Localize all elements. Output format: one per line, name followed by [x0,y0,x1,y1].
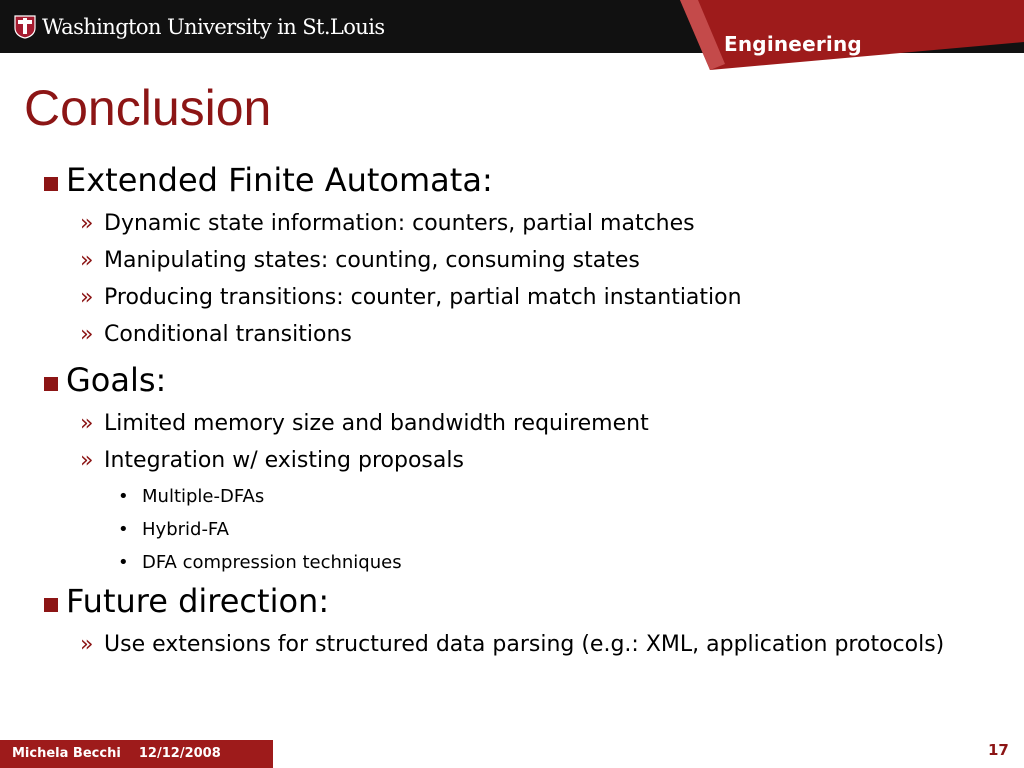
section-heading: Goals: [66,361,167,399]
bullet-section-goals [40,358,1000,402]
double-chevron-icon: » [80,322,94,347]
university-logo [14,14,385,40]
footer-date: 12/12/2008 [138,746,221,761]
sub-list-item: • DFA compression techniques [118,552,402,573]
university-shield-icon [14,15,36,39]
list-item: » Dynamic state information: counters, partial matches [40,209,1000,239]
list-item: » Producing transitions: counter, partial match instantiation [40,283,1000,313]
sub-list-item: • Hybrid-FA [118,519,229,540]
section-heading: Extended Finite Automata: [66,161,493,199]
university-name: Washington University in St.Louis [42,15,385,39]
list-item: » Use extensions for structured data parsing (e.g.: XML, application protocols) [40,630,984,660]
bullet-section-future [40,579,1000,623]
slide-title: Conclusion [24,80,272,136]
dot-bullet-icon: • [118,519,129,540]
square-bullet-icon [44,177,58,191]
sub-list-item: • Multiple-DFAs [118,486,265,507]
list-item: » Manipulating states: counting, consuming states [40,246,1000,276]
double-chevron-icon: » [80,248,94,273]
footer-credit [12,746,221,761]
square-bullet-icon [44,598,58,612]
list-item: » Limited memory size and bandwidth requirement [40,409,1000,439]
bullet-section-automata [40,158,1000,202]
double-chevron-icon: » [80,632,94,657]
double-chevron-icon: » [80,448,94,473]
double-chevron-icon: » [80,211,94,236]
section-heading: Future direction: [66,582,330,620]
square-bullet-icon [44,377,58,391]
list-item: » Integration w/ existing proposals [40,446,1000,476]
double-chevron-icon: » [80,411,94,436]
footer-author: Michela Becchi [12,746,121,761]
dot-bullet-icon: • [118,486,129,507]
page-number: 17 [988,741,1009,759]
list-item: » Conditional transitions [40,320,1000,350]
dot-bullet-icon: • [118,552,129,573]
slide-body [40,158,1000,660]
footer-bar [0,740,273,768]
double-chevron-icon: » [80,285,94,310]
school-label: Engineering [724,32,862,56]
